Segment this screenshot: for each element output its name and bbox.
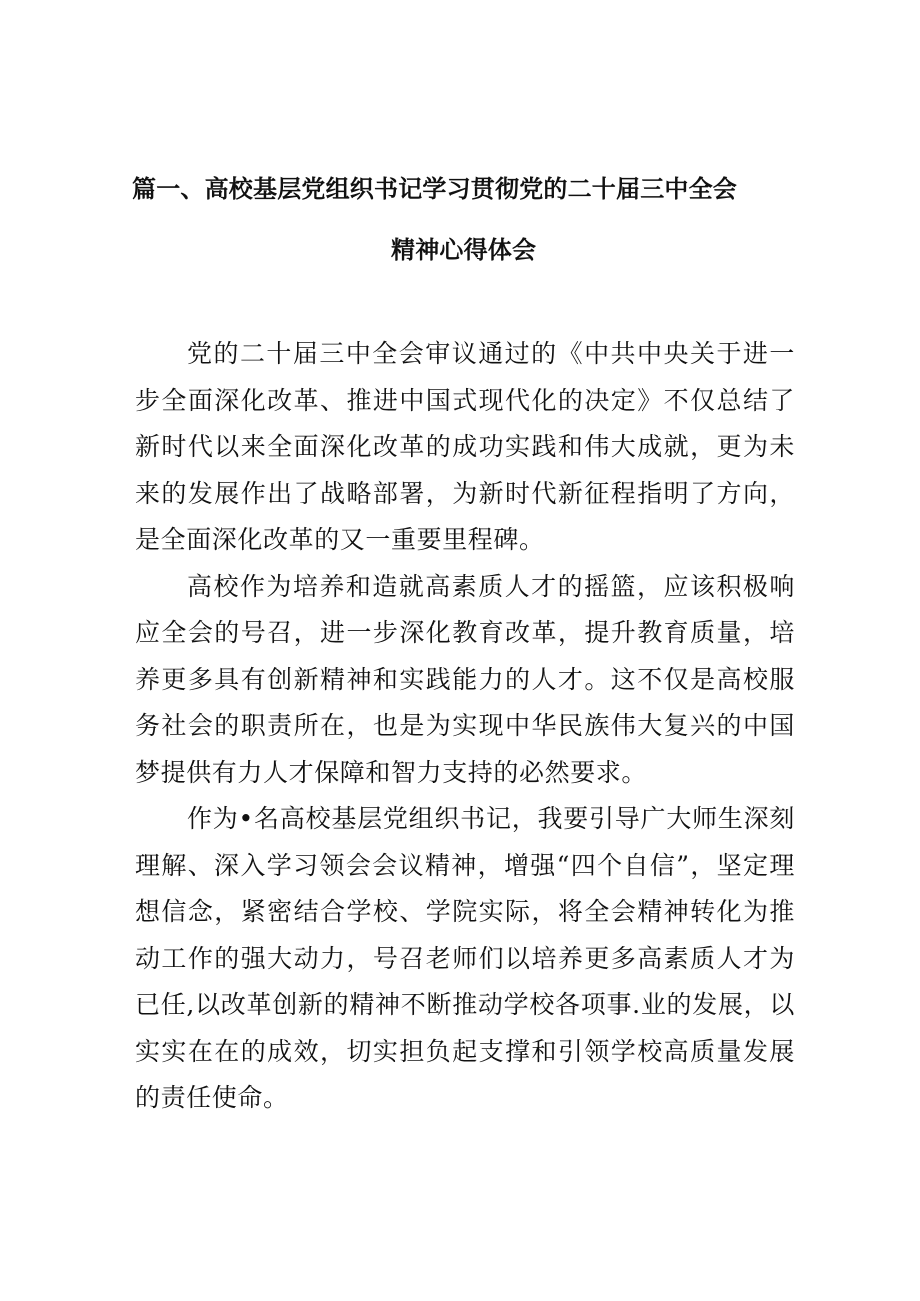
paragraph-2: 高校作为培养和造就高素质人才的摇篮，应该积极响应全会的号召，进一步深化教育改革，提升教育质量，培养更多具有创新精神和实践能力的人才。这不仅是高校服务社会的职责所在，也是为实现中华民族伟大复兴的中国梦提供有力人才保障和智力支持的必然要求。 xyxy=(135,571,795,787)
document-title-line-1: 篇一、高校基层党组织书记学习贯彻党的二十届三中全会 xyxy=(132,175,737,203)
paragraph-1: 党的二十届三中全会审议通过的《中共中央关于进一步全面深化改革、推进中国式现代化的决定》不仅总结了新时代以来全面深化改革的成功实践和伟大成就，更为未来的发展作出了战略部署，为新时代新征程指明了方向，是全面深化改革的又一重要里程碑。 xyxy=(135,339,795,554)
document-title-line-2: 精神心得体会 xyxy=(391,236,537,264)
document-body xyxy=(135,331,795,1122)
paragraph-3: 作为•名高校基层党组织书记，我要引导广大师生深刻理解、深入学习领会会议精神，增强“四个自信”，坚定理想信念，紧密结合学校、学院实际，将全会精神转化为推动工作的强大动力，号召老师们以培养更多高素质人才为已任,以改革创新的精神不断推动学校各项事.业的发展，以实实在在的成效，切实担负起支撑和引领学校高质量发展的责任使命。 xyxy=(135,804,795,1112)
